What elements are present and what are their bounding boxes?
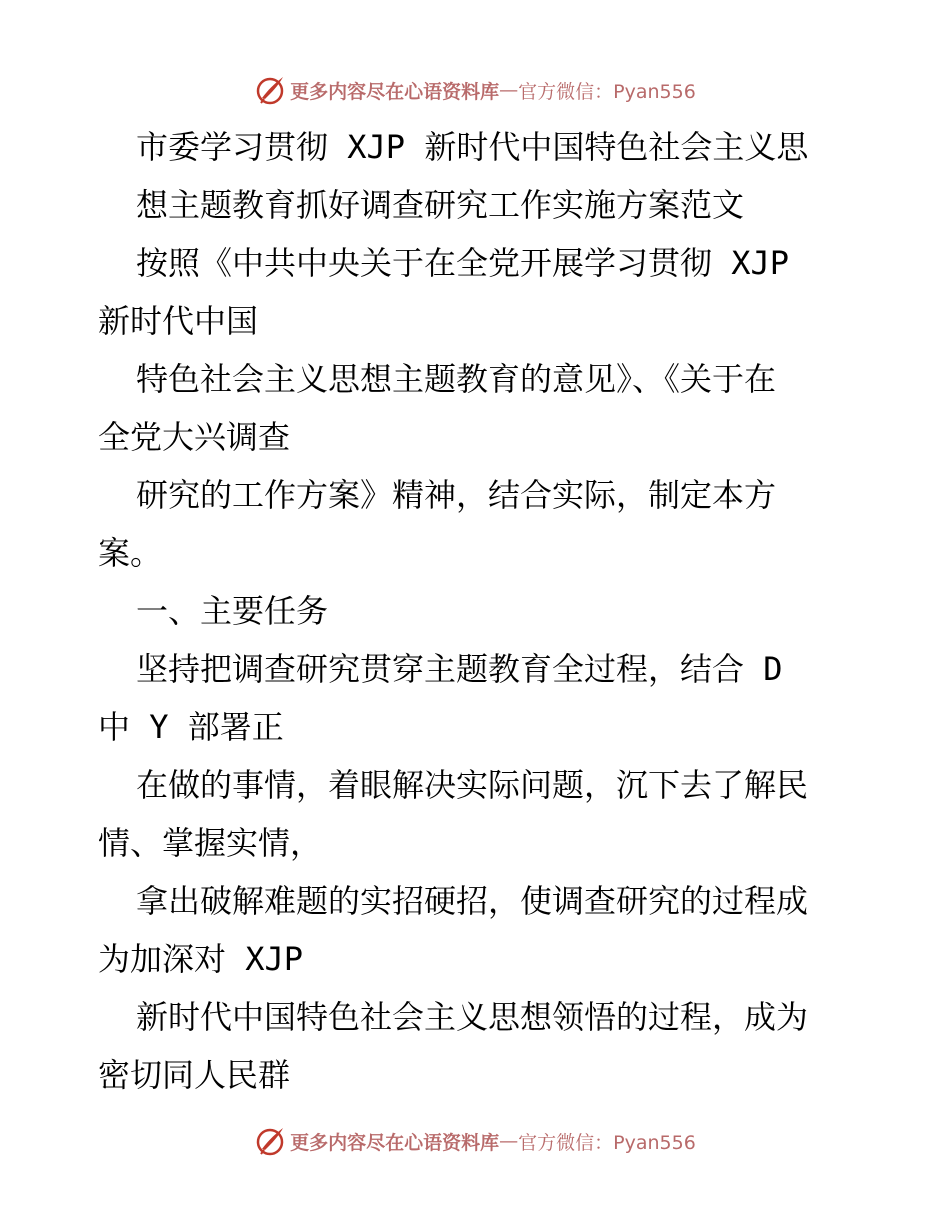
text-line: 案。 bbox=[98, 534, 163, 572]
watermark-separator: — bbox=[499, 1130, 519, 1152]
text-line: 在做的事情，着眼解决实际问题，沉下去了解民 bbox=[136, 766, 809, 804]
watermark-wechat: 官方微信：Pyan556 bbox=[518, 1131, 696, 1154]
watermark-banner-bottom bbox=[0, 1121, 950, 1161]
quill-logo-icon bbox=[254, 1125, 286, 1157]
text-line: 情、掌握实情， bbox=[98, 824, 323, 862]
document-body bbox=[0, 118, 950, 1104]
text-line: 新时代中国 bbox=[98, 302, 259, 340]
text-line: 一、主要任务 bbox=[136, 592, 329, 630]
text-line: 坚持把调查研究贯穿主题教育全过程，结合 D bbox=[136, 650, 783, 688]
text-line: 想主题教育抓好调查研究工作实施方案范文 bbox=[136, 186, 745, 224]
text-line: 密切同人民群 bbox=[98, 1056, 291, 1094]
text-line: 特色社会主义思想主题教育的意见》、《关于在 bbox=[136, 360, 777, 398]
text-line: 研究的工作方案》精神，结合实际，制定本方 bbox=[136, 476, 777, 514]
watermark-wechat: 官方微信：Pyan556 bbox=[518, 80, 696, 103]
text-line: 为加深对 XJP bbox=[98, 940, 304, 978]
text-line: 按照《中共中央关于在全党开展学习贯彻 XJP bbox=[136, 244, 790, 282]
watermark-banner-top bbox=[0, 70, 950, 110]
text-line: 市委学习贯彻 XJP 新时代中国特色社会主义思 bbox=[136, 128, 809, 166]
text-line: 拿出破解难题的实招硬招，使调查研究的过程成 bbox=[136, 882, 809, 920]
text-line: 全党大兴调查 bbox=[98, 418, 291, 456]
quill-logo-icon bbox=[254, 74, 286, 106]
text-line: 中 Y 部署正 bbox=[98, 708, 284, 746]
watermark-separator: — bbox=[499, 79, 519, 101]
text-line: 新时代中国特色社会主义思想领悟的过程，成为 bbox=[136, 998, 809, 1036]
watermark-text: 更多内容尽在心语资料库 bbox=[290, 1131, 500, 1154]
watermark-text: 更多内容尽在心语资料库 bbox=[290, 80, 500, 103]
